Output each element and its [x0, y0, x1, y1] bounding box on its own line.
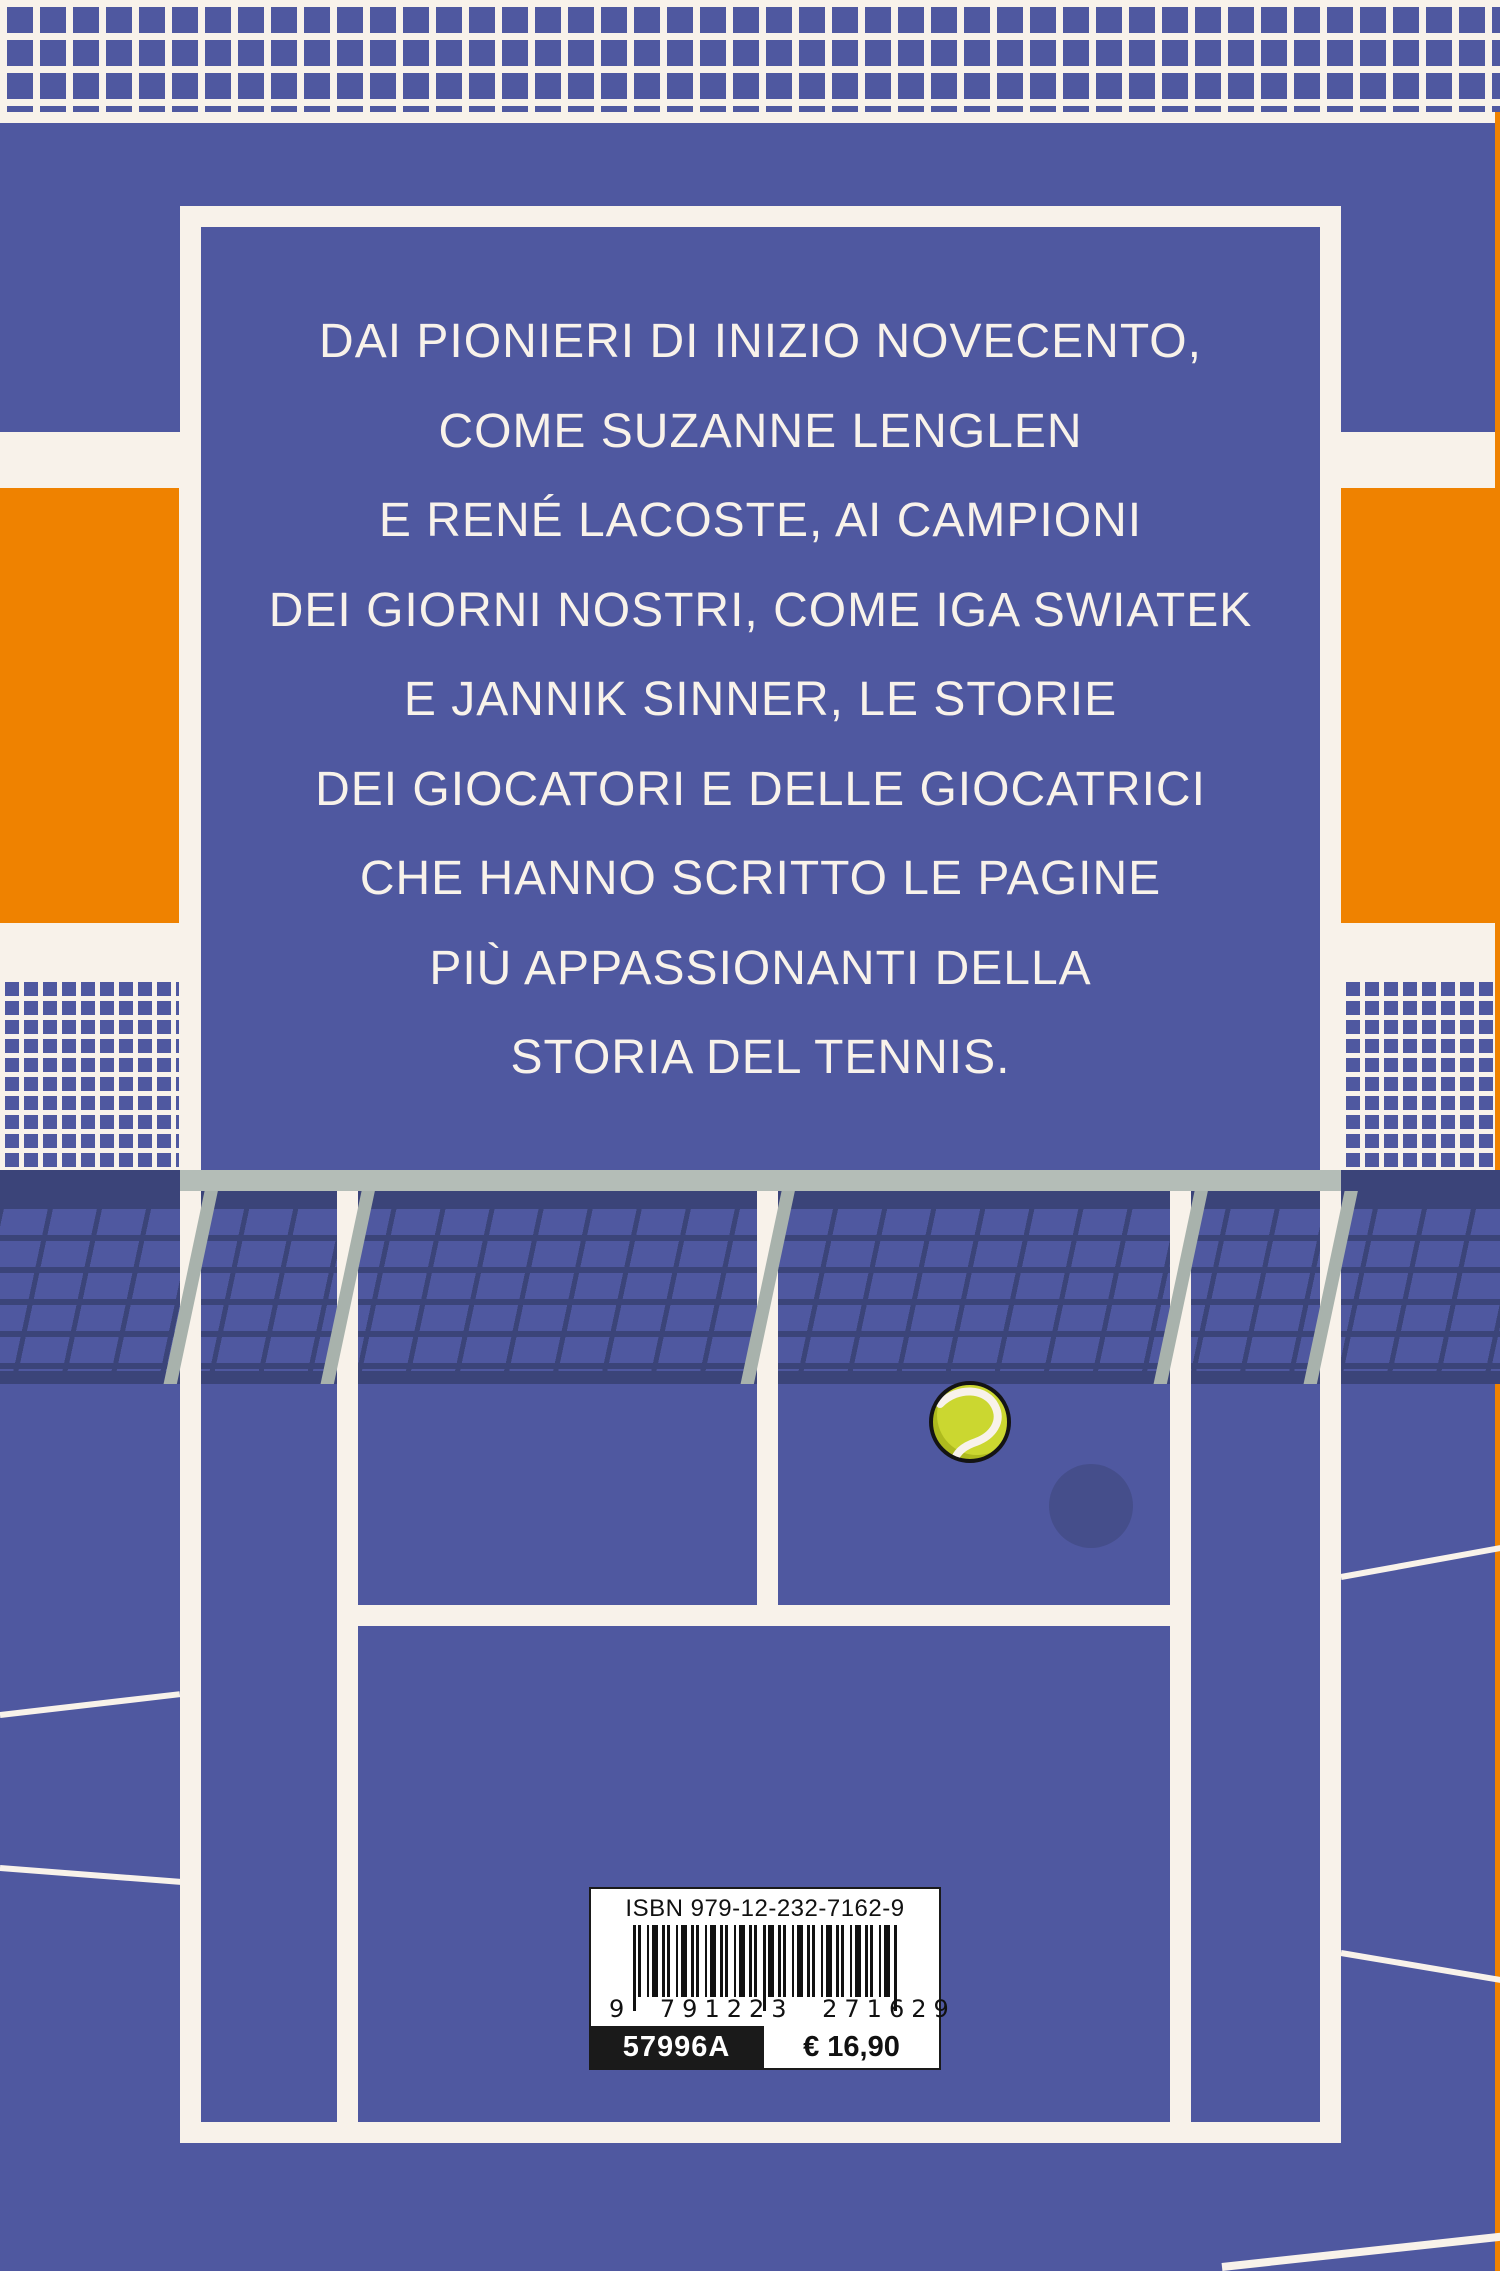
left-net-patch-pattern: [0, 977, 179, 1170]
price-label: € 16,90: [762, 2026, 939, 2068]
net-tape: [0, 1170, 1500, 1191]
left-purple-column: [0, 123, 180, 432]
net-shadow-slash: [739, 1191, 796, 1384]
blurb-line: STORIA DEL TENNIS.: [510, 1031, 1011, 1084]
net-tape-center: [180, 1170, 1341, 1191]
blurb-line: COME SUZANNE LENGLEN: [438, 404, 1083, 458]
net-shadow-slash: [162, 1191, 219, 1384]
net-post-shadows: [0, 1191, 1500, 1384]
isbn-label: ISBN 979-12-232-7162-9: [625, 1895, 905, 1922]
blurb-line: DAI PIONIERI DI INIZIO NOVECENTO,: [319, 315, 1202, 368]
edition-code-badge: 57996A: [591, 2026, 762, 2068]
blurb-line: PIÙ APPASSIONANTI DELLA: [429, 941, 1092, 995]
blurb-line: CHE HANNO SCRITTO LE PAGINE: [359, 852, 1162, 905]
net-shadow-slash: [1302, 1191, 1359, 1384]
top-purple-band: [0, 123, 1500, 206]
barcode-digits: 9 791223 271629: [609, 1995, 956, 2023]
tennis-ball-icon: [929, 1381, 1011, 1463]
blurb-line: E RENÉ LACOSTE, AI CAMPIONI: [378, 494, 1143, 547]
court-baseline: [180, 2122, 1341, 2143]
right-purple-column: [1341, 123, 1500, 432]
ball-shadow-circle: [1049, 1464, 1133, 1548]
blurb-line: DEI GIORNI NOSTRI, COME IGA SWIATEK: [268, 583, 1253, 637]
right-net-patch-pattern: [1341, 977, 1500, 1170]
left-orange-block: [0, 488, 179, 923]
court-service-line: [358, 1605, 1170, 1626]
barcode-block: [591, 1889, 956, 2068]
top-net-grid-pattern: [0, 0, 1500, 112]
right-orange-block: [1341, 488, 1500, 923]
net-shadow-slash: [1152, 1191, 1209, 1384]
back-cover-blurb: [201, 297, 1320, 1103]
quote-panel-top-border: [180, 206, 1341, 227]
net-shadow-slash: [319, 1191, 376, 1384]
blurb-line: E JANNIK SINNER, LE STORIE: [403, 673, 1118, 726]
blurb-line: DEI GIOCATORI E DELLE GIOCATRICI: [315, 762, 1206, 816]
